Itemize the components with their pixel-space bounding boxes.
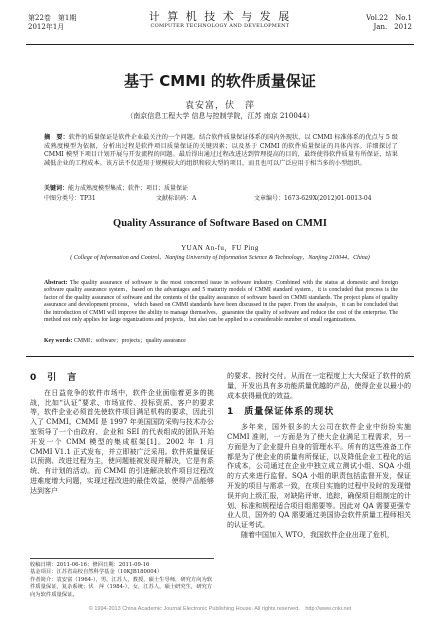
article-no-cn: 文章编号：1673-629X(2012)01-0013-04 [254,195,372,202]
abstract-en-text: The quality assurance of software is the most concerned issue in software industry. Combined with the status at domestic and foreign software quality assurance system，based on the advantages and 5 maturity models of CMMI standard system，it is concluded that process is the factor of the quality assurance of software and the contents of the quality assurance of software based on CMMI standards. The project plans of quality assurance and development process，which based on CMMI standards have been discussed in the paper. From the analysis，it can be concluded that the introduction of CMMI will improve the ability to manage themselves，guarantee the quality of software and reduce the cost of the enterprise. The method not only applies for large organizations and projects，but also can be applied to a considerable number of small organizations. [44,280,398,324]
keywords-en-label: Key words: [44,338,73,344]
doc-code-cn: 文献标识码：A [156,195,197,202]
header-right [366,14,412,32]
journal-header [0,6,440,44]
title-cn: 基于 CMMI 的软件质量保证 [124,72,316,90]
authors-cn: 袁安富，伏 萍 [184,101,255,111]
journal-name-cn: 计 算 机 技 术 与 发 展 [148,10,292,23]
abstract-en [44,280,398,324]
date-cn: 2012年1月 [28,23,65,31]
section-1-heading: 1 质量保证体系的现状 [227,407,335,418]
abstract-rule [26,356,414,357]
keywords-en [44,335,398,344]
volume-en: Vol.22 No.1 [366,14,412,22]
affiliation-en: ( College of Information and Control，Nanjing University of Information Science & Technology，Nanjing 210044，China) [70,255,370,261]
clc-cn: 中图分类号：TP31 [44,195,96,202]
column-left [30,372,214,497]
volume-cn: 第22卷 第1期 [28,14,77,22]
footnote-fund: 基金项目：江苏省高校自然科学基金（10KJB180004） [30,569,163,576]
abstract-cn-text: 软件的质量保证是软件企业最关注的一个问题。结合软件质量保证体系的国内外现状，以 CMMI 标准体系的优点与 5 级成熟度模型为依据，分析出过程是软件项目质量保证的关键因素；以及基于 CMMI 的软件质量保证的具体内容。详细探讨了 CMMI 模型下项目计划开展与开发流程的问题。最后得出通过过程改进达到管理提高的目的，最终使得软件质量有所保证，结果减低企业的工程成本。该方法不仅适用于规模较大的组织和较大型的项目，而且也可以广泛应用于相当多的小型组织。 [44,134,398,167]
date-en: Jan. 2012 [373,23,412,31]
footnote-bio: 作者简介：袁安富（1964-），男，江苏人，教授，硕士生导师，研究方向为软件质量保证、复杂系统；伏 萍（1984-），女，江苏人，硕士研究生，研究方向为软件质量保证。 [30,576,213,598]
header-center [120,10,320,30]
abstract-en-label: Abstract: [44,280,68,286]
affiliation-cn: （南京信息工程大学 信息与控制学院，江苏 南京 210044） [126,112,314,120]
abstract-cn-label: 摘 要： [44,134,69,141]
header-left [28,14,76,32]
authors-en: YUAN An-fu，FU Ping [181,244,259,252]
keywords-cn-text: 能力成熟度模型集成；软件；项目；质量保证 [68,185,189,192]
intro-paragraph: 在日益竞争的软件市场中，软件企业面临着更多的挑战，比如“认证”要求、市场宣传、投标资质、客户的要求等，软件企业必须首先使软件项目满足机构的要求，因此引入了 CMMI。CMMI 是 1997 年美国国防采购与技术办公室领导了一个由政府、企业和 SEI 的代表组成的团队开始开发一个 CMM 模型的集成框架[1]。2002 年 1 月 CMMI V1.1 正式发布，并立即被广泛采用。软件质量保证以预测、改进过程为主，使问题能被发现并解决，它是有系统、有计划的活动。而 CMMI 的引进解决软件项目过程改进难度增大问题，实现过程改进的最佳效益，使得产品能够达到客户 [30,388,214,495]
classification-row [44,195,398,203]
copyright-footer: © 1994-2013 China Academic Journal Electronic Publishing House. All rights reserved. http://www.cnki.net [88,606,352,612]
section-0-heading: 0 引 言 [30,373,78,383]
footnote-received: 收稿日期：2011-06-16；修回日期：2011-09-16 [30,562,150,568]
keywords-en-text: CMMI；software；projects；quality assurance [73,338,186,344]
journal-name-en: COMPUTER TECHNOLOGY AND DEVELOPMENT [150,23,290,29]
keywords-cn [44,185,398,193]
title-en: Quality Assurance of Software Based on CMMI [113,218,327,229]
header-rule [26,44,414,45]
section-1-paragraph-2: 随着中国加入 WTO，我国软件企业出现了危机， [241,530,394,539]
footnotes [30,558,214,599]
column-right [227,372,411,541]
section-1-paragraph: 多年来，国外很多的大公司在软件企业中纷纷实施 CMMI 准则，一方面是为了使大企业满足工程需求，另一方面是为了企业提升自身的管理水平。所有的这些准备工作都是为了使企业的质量有所保证，以及降低企业工程化的运作成本，公司通过在企业中独立成立测试小组、SQA 小组的方式来进行监督。SQA 小组的职责包括监督开发，保证开发的项目与需求一致，在项目实施的过程中及时的发现错误并向上级汇报，对缺陷评审、追踪，确保项目组制定的计划、标准和规程适合项目组需要等。因此对 QA 需要更强专业人员，国外的 QA 需要通过美国协会软件质量工程师相关的认证考试。 [227,423,411,530]
intro-continuation: 的要求、按时交付。从而在一定程度上大大保证了软件的质量，开发出具有多功能质量优越的产品，使得企业以最小的成本获得最优的效益。 [227,372,411,400]
keywords-cn-label: 关键词： [44,185,69,192]
abstract-cn [44,134,398,168]
